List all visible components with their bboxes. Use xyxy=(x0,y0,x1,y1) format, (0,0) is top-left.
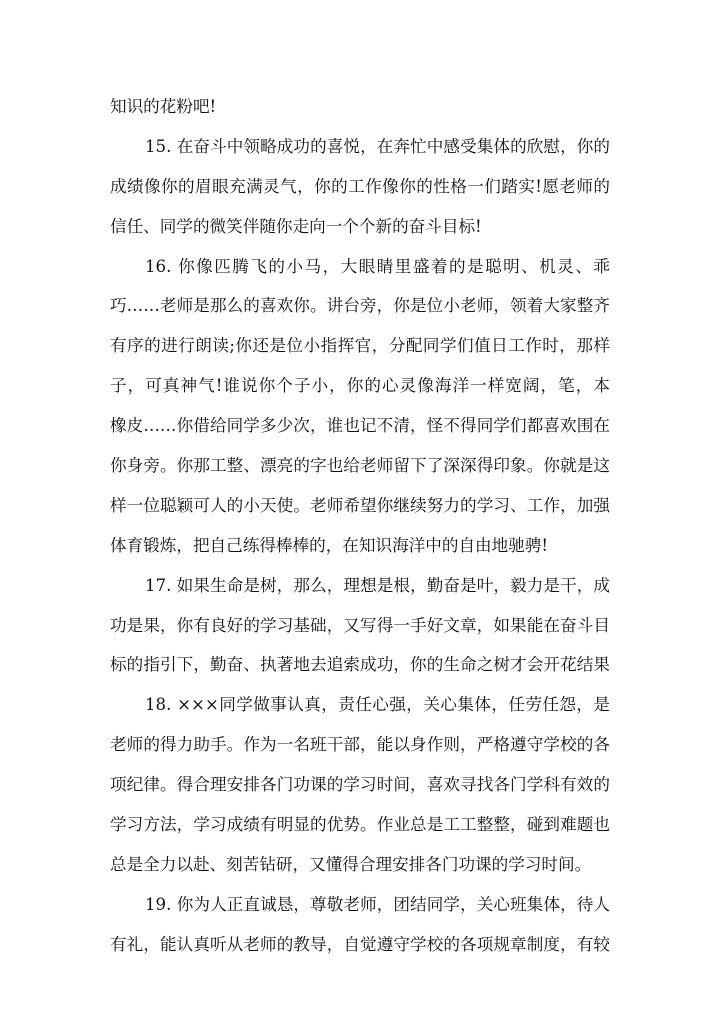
text-line: 样一位聪颖可人的小天使。老师希望你继续努力的学习、工作，加强 xyxy=(110,495,610,515)
text-line: 学习方法，学习成绩有明显的优势。作业总是工工整整，碰到难题也 xyxy=(110,815,610,835)
text-line: 老师的得力助手。作为一名班干部，能以身作则，严格遵守学校的各 xyxy=(110,735,610,755)
text-line: 子，可真神气!谁说你个子小，你的心灵像海洋一样宽阔，笔，本 xyxy=(110,376,610,396)
text-line: 你身旁。你那工整、漂亮的字也给老师留下了深深得印象。你就是这 xyxy=(110,456,610,476)
text-line: 体育锻炼，把自己练得棒棒的，在知识海洋中的自由地驰骋! xyxy=(110,535,549,555)
text-line: 15. 在奋斗中领略成功的喜悦，在奔忙中感受集体的欣慰，你的 xyxy=(145,136,610,156)
text-line: 项纪律。得合理安排各门功课的学习时间，喜欢寻找各门学科有效的 xyxy=(110,775,610,795)
document-body xyxy=(110,87,610,965)
text-line: 有礼，能认真听从老师的教导，自觉遵守学校的各项规章制度，有较 xyxy=(110,934,610,954)
text-line: 知识的花粉吧! xyxy=(110,97,217,116)
text-line: 成绩像你的眉眼充满灵气，你的工作像你的性格一们踏实!愿老师的 xyxy=(110,176,610,196)
text-line: 16. 你像匹腾飞的小马，大眼睛里盛着的是聪明、机灵、乖 xyxy=(145,256,610,276)
text-line: 功是果，你有良好的学习基础，又写得一手好文章，如果能在奋斗目 xyxy=(110,615,610,635)
text-line: 橡皮……你借给同学多少次，谁也记不清，怪不得同学们都喜欢围在 xyxy=(110,416,610,436)
text-line: 17. 如果生命是树，那么，理想是根，勤奋是叶，毅力是干，成 xyxy=(145,575,610,595)
text-line: 18. ×××同学做事认真，责任心强，关心集体，任劳任怨，是 xyxy=(145,695,610,715)
text-line: 总是全力以赴、刻苦钻研，又懂得合理安排各门功课的学习时间。 xyxy=(110,854,592,874)
text-line: 巧……老师是那么的喜欢你。讲台旁，你是位小老师，领着大家整齐 xyxy=(110,296,610,316)
text-line: 19. 你为人正直诚恳，尊敬老师，团结同学，关心班集体，待人 xyxy=(145,894,610,914)
text-line: 信任、同学的微笑伴随你走向一个个新的奋斗目标! xyxy=(110,216,482,236)
text-line: 标的指引下，勤奋、执著地去追索成功，你的生命之树才会开花结果 xyxy=(110,655,610,675)
text-line: 有序的进行朗读;你还是位小指挥官，分配同学们值日工作时，那样 xyxy=(110,336,610,356)
